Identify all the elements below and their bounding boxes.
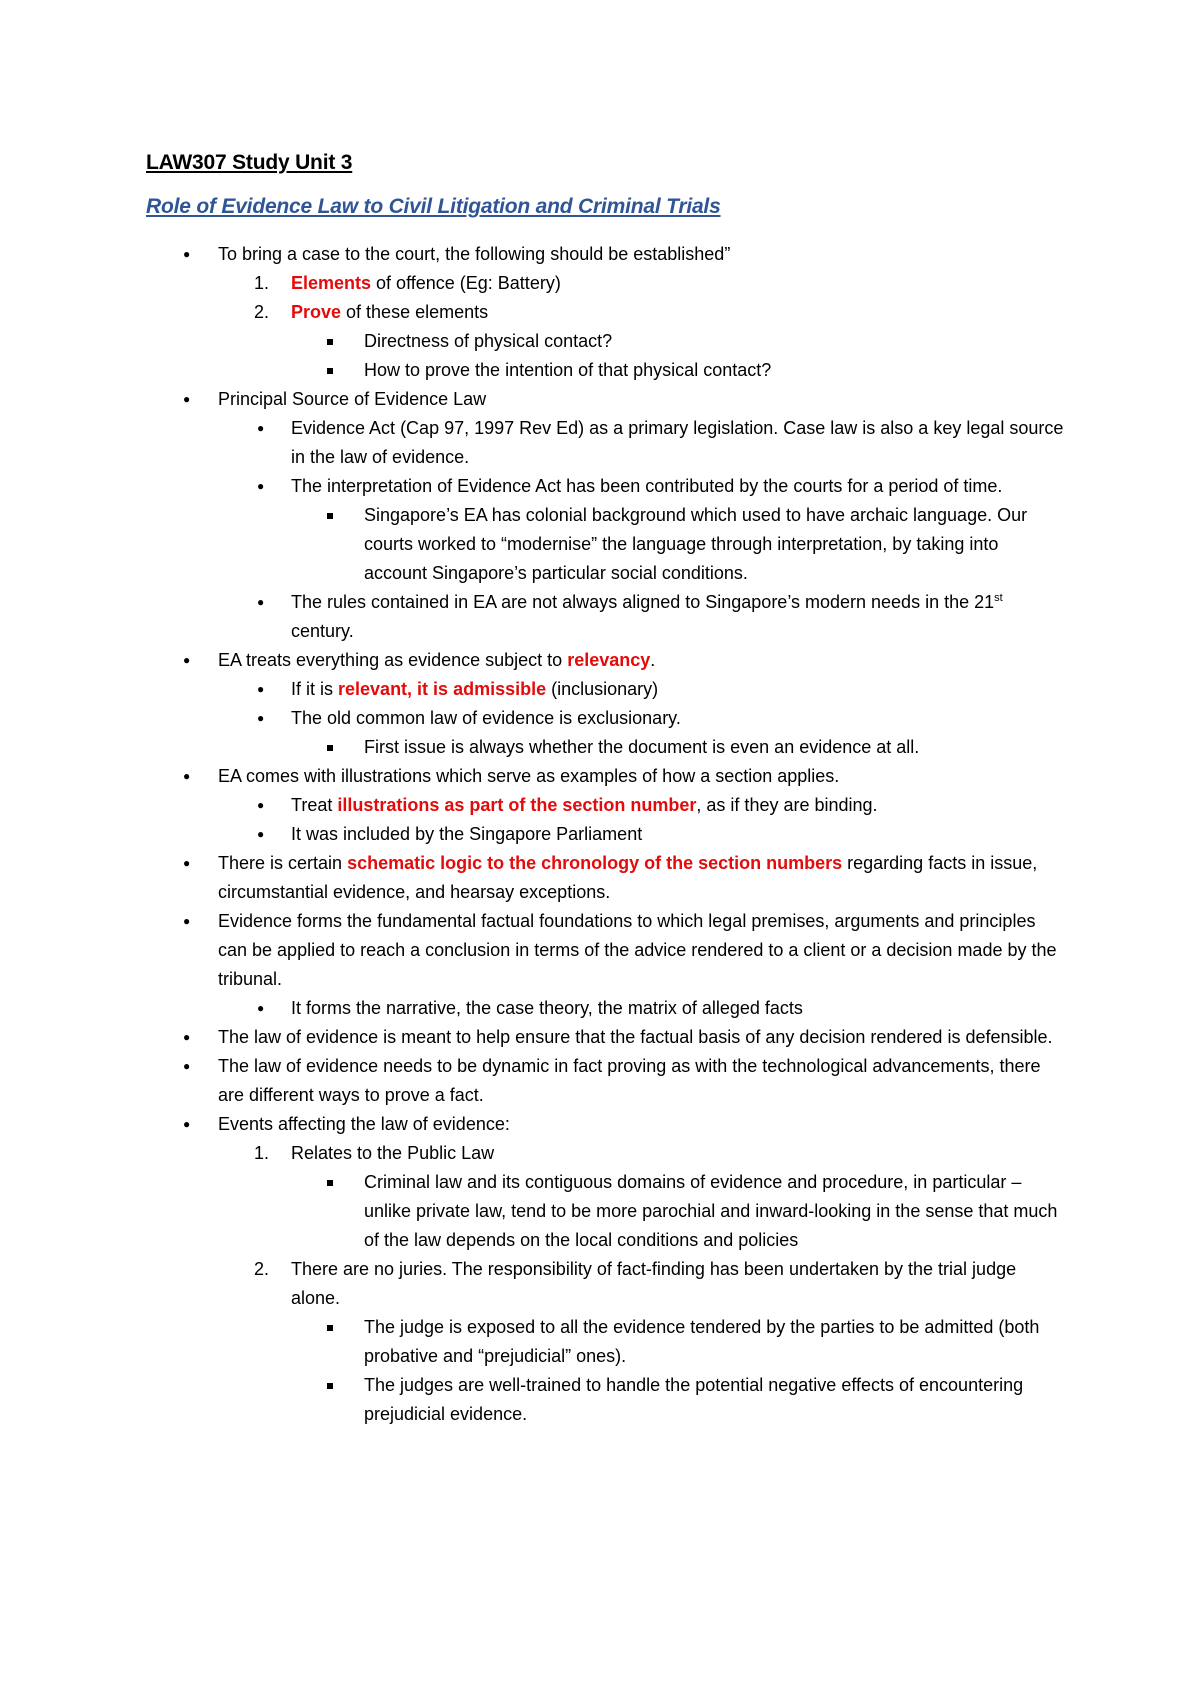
list-item: 1. Elements of offence (Eg: Battery) — [0, 269, 1200, 298]
list-item: ● The law of evidence needs to be dynamic in fact proving as with the technological advancements, there are different ways to prove a fact. — [0, 1052, 1200, 1110]
list-item: ● EA comes with illustrations which serve as examples of how a section applies. — [0, 762, 1200, 791]
list-number: 2. — [254, 302, 270, 322]
list-item: The judges are well-trained to handle the potential negative effects of encountering prejudicial evidence. — [0, 1371, 1200, 1429]
list-number: 1. — [254, 273, 270, 293]
list-item: ● The rules contained in EA are not always aligned to Singapore’s modern needs in the 21st century. — [0, 588, 1200, 646]
square-bullet-icon — [327, 513, 333, 519]
bullet-icon: ● — [183, 769, 191, 783]
bullet-icon: ● — [257, 1001, 265, 1015]
list-item: ● Principal Source of Evidence Law — [0, 385, 1200, 414]
bullet-icon: ● — [183, 856, 191, 870]
square-bullet-icon — [327, 745, 333, 751]
bullet-icon: ● — [183, 1030, 191, 1044]
list-item: ● It was included by the Singapore Parliament — [0, 820, 1200, 849]
list-item: How to prove the intention of that physical contact? — [0, 356, 1200, 385]
list-item: ● The old common law of evidence is exclusionary. — [0, 704, 1200, 733]
bullet-icon: ● — [257, 682, 265, 696]
square-bullet-icon — [327, 368, 333, 374]
bullet-icon: ● — [183, 392, 191, 406]
list-item: ● EA treats everything as evidence subject to relevancy. — [0, 646, 1200, 675]
list-item: 2. Prove of these elements — [0, 298, 1200, 327]
notes-list — [0, 240, 1200, 1429]
square-bullet-icon — [327, 1325, 333, 1331]
list-item: ● If it is relevant, it is admissible (inclusionary) — [0, 675, 1200, 704]
square-bullet-icon — [327, 1180, 333, 1186]
list-number: 2. — [254, 1259, 270, 1279]
bullet-icon: ● — [183, 1117, 191, 1131]
list-item: ● There is certain schematic logic to the chronology of the section numbers regarding facts in issue, circumstantial evidence, and hearsay exceptions. — [0, 849, 1200, 907]
list-item: ● The interpretation of Evidence Act has been contributed by the courts for a period of time. — [0, 472, 1200, 501]
list-item: ● Events affecting the law of evidence: — [0, 1110, 1200, 1139]
bullet-icon: ● — [183, 914, 191, 928]
list-item: ● The law of evidence is meant to help ensure that the factual basis of any decision rendered is defensible. — [0, 1023, 1200, 1052]
list-item: ● To bring a case to the court, the following should be established” — [0, 240, 1200, 269]
list-number: 1. — [254, 1143, 270, 1163]
document-title: LAW307 Study Unit 3 — [146, 151, 353, 174]
list-item: ● It forms the narrative, the case theory, the matrix of alleged facts — [0, 994, 1200, 1023]
bullet-icon: ● — [257, 595, 265, 609]
list-item: The judge is exposed to all the evidence tendered by the parties to be admitted (both probative and “prejudicial” ones). — [0, 1313, 1200, 1371]
square-bullet-icon — [327, 1383, 333, 1389]
list-item: 2. There are no juries. The responsibility of fact-finding has been undertaken by the trial judge alone. — [0, 1255, 1200, 1313]
section-title: Role of Evidence Law to Civil Litigation and Criminal Trials — [146, 195, 721, 218]
list-item: Singapore’s EA has colonial background which used to have archaic language. Our courts worked to “modernise” the language through interpretation, by taking into account Singapore’s particular social conditions. — [0, 501, 1200, 588]
list-item: ● Treat illustrations as part of the section number, as if they are binding. — [0, 791, 1200, 820]
list-item: Directness of physical contact? — [0, 327, 1200, 356]
bullet-icon: ● — [257, 479, 265, 493]
list-item: ● Evidence Act (Cap 97, 1997 Rev Ed) as a primary legislation. Case law is also a key legal source in the law of evidence. — [0, 414, 1200, 472]
list-item: Criminal law and its contiguous domains of evidence and procedure, in particular – unlike private law, tend to be more parochial and inward-looking in the sense that much of the law depends on the local conditions and policies — [0, 1168, 1200, 1255]
bullet-icon: ● — [183, 247, 191, 261]
square-bullet-icon — [327, 339, 333, 345]
bullet-icon: ● — [257, 421, 265, 435]
bullet-icon: ● — [257, 827, 265, 841]
list-item: ● Evidence forms the fundamental factual foundations to which legal premises, arguments and principles can be applied to reach a conclusion in terms of the advice rendered to a client or a decision made by the tribunal. — [0, 907, 1200, 994]
list-item: 1. Relates to the Public Law — [0, 1139, 1200, 1168]
list-item: First issue is always whether the document is even an evidence at all. — [0, 733, 1200, 762]
bullet-icon: ● — [183, 1059, 191, 1073]
bullet-icon: ● — [183, 653, 191, 667]
bullet-icon: ● — [257, 711, 265, 725]
bullet-icon: ● — [257, 798, 265, 812]
